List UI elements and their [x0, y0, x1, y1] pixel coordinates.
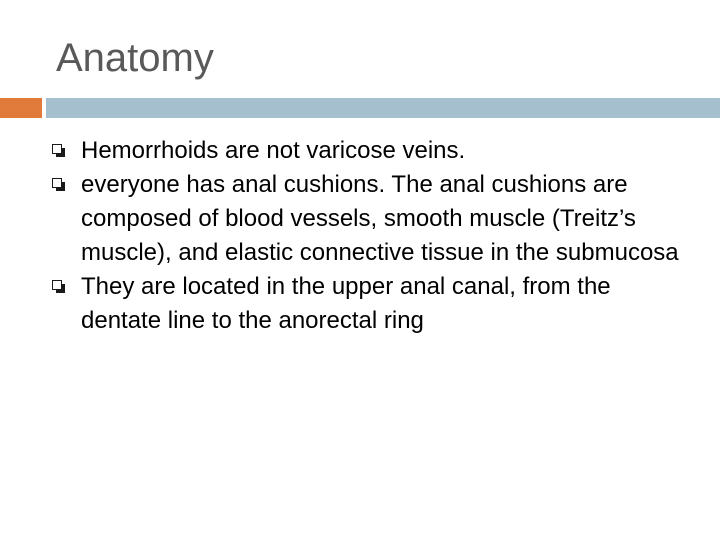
bullet-text: They are located in the upper anal canal, from the dentate line to the anorectal ring [81, 273, 611, 334]
bullet-list [52, 134, 692, 338]
square-bullet-icon [52, 178, 62, 188]
slide-title: Anatomy [56, 36, 214, 80]
title-divider-bar [46, 98, 720, 118]
bullet-text: Hemorrhoids are not varicose veins. [81, 137, 466, 164]
square-bullet-icon [52, 280, 62, 290]
title-accent-bar [0, 98, 42, 118]
square-bullet-icon [52, 144, 62, 154]
bullet-text: everyone has anal cushions. The anal cushions are composed of blood vessels, smooth muscle (Treitz’s muscle), and elastic connective tissue in the submucosa [81, 171, 679, 266]
list-item [52, 134, 692, 168]
list-item [52, 270, 692, 338]
list-item [52, 168, 692, 270]
